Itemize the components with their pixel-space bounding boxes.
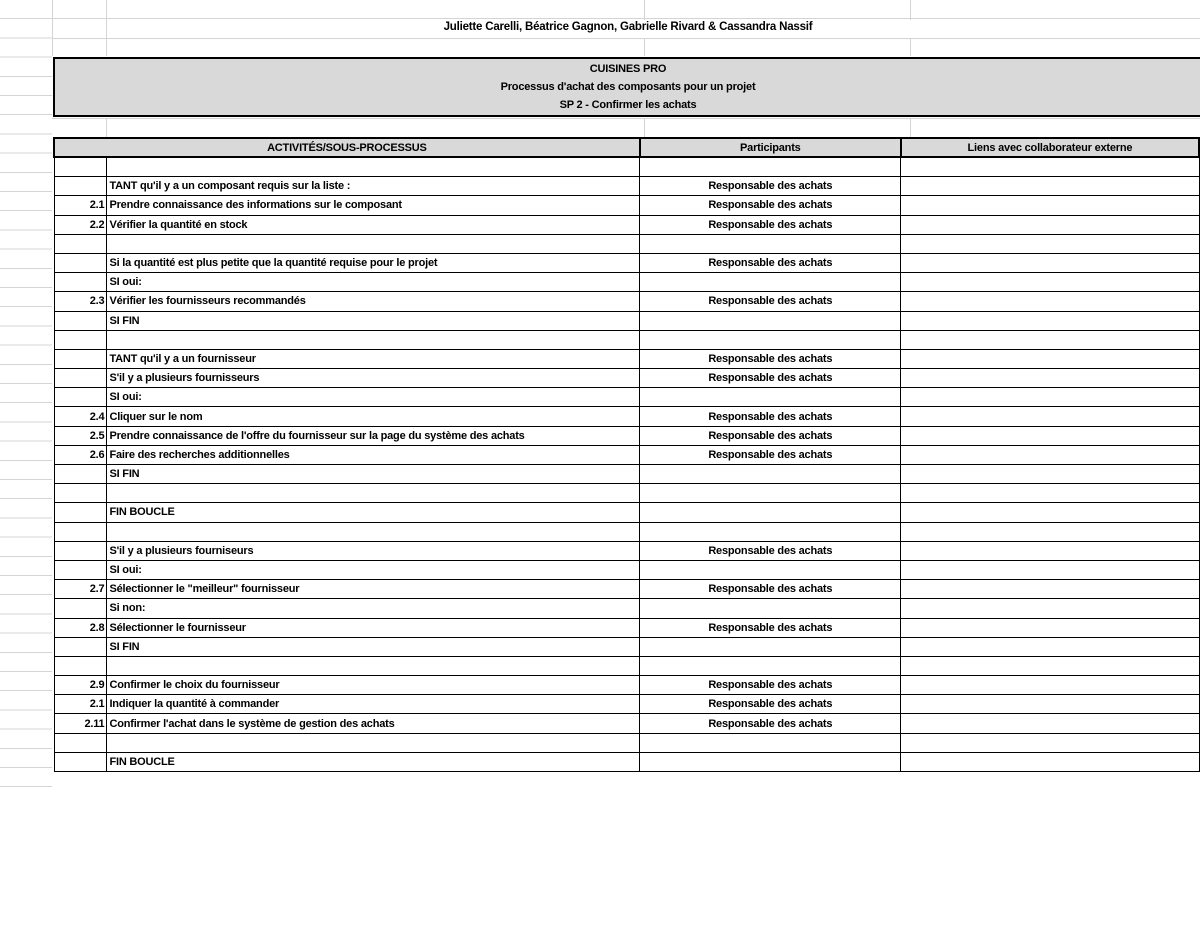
activity-cell[interactable]	[107, 656, 640, 675]
activity-cell[interactable]: SI FIN	[107, 465, 640, 484]
external-link-cell[interactable]	[901, 637, 1199, 656]
activity-cell[interactable]: Indiquer la quantité à commander	[107, 695, 640, 714]
step-number-cell[interactable]: 2.1	[54, 695, 107, 714]
participant-cell[interactable]: Responsable des achats	[640, 580, 901, 599]
external-link-cell[interactable]	[901, 234, 1199, 253]
external-link-cell[interactable]	[901, 484, 1199, 503]
participant-cell[interactable]	[640, 484, 901, 503]
table-row	[54, 157, 1199, 177]
participant-cell[interactable]: Responsable des achats	[640, 714, 901, 733]
activity-cell[interactable]: SI oui:	[107, 388, 640, 407]
activity-cell[interactable]: SI FIN	[107, 311, 640, 330]
table-row	[54, 330, 1199, 349]
table-row	[54, 349, 1199, 368]
step-number-cell[interactable]	[54, 157, 107, 177]
activity-cell[interactable]: Sélectionner le "meilleur" fournisseur	[107, 580, 640, 599]
step-number-cell[interactable]: 2.9	[54, 676, 107, 695]
external-link-cell[interactable]	[901, 349, 1199, 368]
external-link-cell[interactable]	[901, 253, 1199, 272]
table-row	[54, 637, 1199, 656]
participant-cell[interactable]	[640, 599, 901, 618]
external-link-cell[interactable]	[901, 445, 1199, 464]
external-link-cell[interactable]	[901, 311, 1199, 330]
table-row	[54, 311, 1199, 330]
table-row	[54, 752, 1199, 771]
step-number-cell[interactable]	[54, 388, 107, 407]
table-row	[54, 407, 1199, 426]
activity-cell[interactable]	[107, 733, 640, 752]
external-link-cell[interactable]	[901, 292, 1199, 311]
external-link-cell[interactable]	[901, 503, 1199, 522]
participant-cell[interactable]	[640, 522, 901, 541]
participant-cell[interactable]	[640, 311, 901, 330]
step-number-cell[interactable]: 2.1	[54, 196, 107, 215]
step-number-cell[interactable]	[54, 311, 107, 330]
activity-cell[interactable]: Confirmer le choix du fournisseur	[107, 676, 640, 695]
participant-cell[interactable]: Responsable des achats	[640, 349, 901, 368]
table-row	[54, 426, 1199, 445]
table-row	[54, 388, 1199, 407]
activity-cell[interactable]: SI FIN	[107, 637, 640, 656]
external-link-cell[interactable]	[901, 273, 1199, 292]
process-table	[53, 137, 1200, 772]
participant-cell[interactable]: Responsable des achats	[640, 426, 901, 445]
activity-cell[interactable]: Cliquer sur le nom	[107, 407, 640, 426]
table-row	[54, 695, 1199, 714]
table-row	[54, 292, 1199, 311]
table-row	[54, 177, 1199, 196]
activity-cell[interactable]	[107, 484, 640, 503]
external-link-cell[interactable]	[901, 656, 1199, 675]
participant-cell[interactable]: Responsable des achats	[640, 695, 901, 714]
external-link-cell[interactable]	[901, 426, 1199, 445]
participant-cell[interactable]	[640, 503, 901, 522]
external-link-cell[interactable]	[901, 733, 1199, 752]
external-link-cell[interactable]	[901, 157, 1199, 177]
table-row	[54, 580, 1199, 599]
activity-cell[interactable]: Prendre connaissance de l'offre du fournisseur sur la page du système des achats	[107, 426, 640, 445]
subprocess-title: SP 2 - Confirmer les achats	[559, 99, 697, 111]
activity-cell[interactable]: SI oui:	[107, 560, 640, 579]
table-row	[54, 541, 1199, 560]
external-link-cell[interactable]	[901, 618, 1199, 637]
activity-cell[interactable]: Confirmer l'achat dans le système de gestion des achats	[107, 714, 640, 733]
external-link-cell[interactable]	[901, 330, 1199, 349]
table-row	[54, 465, 1199, 484]
participant-cell[interactable]: Responsable des achats	[640, 676, 901, 695]
step-number-cell[interactable]	[54, 522, 107, 541]
activity-cell[interactable]: Si la quantité est plus petite que la quantité requise pour le projet	[107, 253, 640, 272]
external-link-cell[interactable]	[901, 714, 1199, 733]
activity-cell[interactable]: Vérifier les fournisseurs recommandés	[107, 292, 640, 311]
activity-cell[interactable]: FIN BOUCLE	[107, 752, 640, 771]
external-link-cell[interactable]	[901, 369, 1199, 388]
step-number-cell[interactable]	[54, 752, 107, 771]
activity-cell[interactable]: S'il y a plusieurs fourniseurs	[107, 541, 640, 560]
participant-cell[interactable]: Responsable des achats	[640, 215, 901, 234]
activity-cell[interactable]: Vérifier la quantité en stock	[107, 215, 640, 234]
step-number-cell[interactable]: 2.5	[54, 426, 107, 445]
external-link-cell[interactable]	[901, 465, 1199, 484]
activity-cell[interactable]: TANT qu'il y a un fournisseur	[107, 349, 640, 368]
step-number-cell[interactable]	[54, 369, 107, 388]
table-row	[54, 253, 1199, 272]
activity-cell[interactable]	[107, 234, 640, 253]
step-number-cell[interactable]	[54, 637, 107, 656]
participant-cell[interactable]	[640, 465, 901, 484]
activity-cell[interactable]	[107, 157, 640, 177]
step-number-cell[interactable]: 2.3	[54, 292, 107, 311]
table-row	[54, 196, 1199, 215]
external-link-cell[interactable]	[901, 196, 1199, 215]
external-link-cell[interactable]	[901, 522, 1199, 541]
table-row	[54, 522, 1199, 541]
step-number-cell[interactable]	[54, 503, 107, 522]
table-row	[54, 560, 1199, 579]
external-link-cell[interactable]	[901, 695, 1199, 714]
step-number-cell[interactable]: 2.6	[54, 445, 107, 464]
table-row	[54, 234, 1199, 253]
step-number-cell[interactable]	[54, 253, 107, 272]
row-gridlines	[0, 0, 52, 790]
activity-cell[interactable]	[107, 330, 640, 349]
participant-cell[interactable]	[640, 388, 901, 407]
participant-cell[interactable]: Responsable des achats	[640, 369, 901, 388]
column-header-activities: ACTIVITÉS/SOUS-PROCESSUS	[54, 138, 640, 157]
external-link-cell[interactable]	[901, 752, 1199, 771]
participant-cell[interactable]	[640, 752, 901, 771]
participant-cell[interactable]	[640, 273, 901, 292]
step-number-cell[interactable]	[54, 349, 107, 368]
external-link-cell[interactable]	[901, 177, 1199, 196]
step-number-cell[interactable]	[54, 733, 107, 752]
participant-cell[interactable]	[640, 637, 901, 656]
participant-cell[interactable]	[640, 656, 901, 675]
external-link-cell[interactable]	[901, 560, 1199, 579]
activity-cell[interactable]: Sélectionner le fournisseur	[107, 618, 640, 637]
step-number-cell[interactable]	[54, 177, 107, 196]
external-link-cell[interactable]	[901, 676, 1199, 695]
participant-cell[interactable]: Responsable des achats	[640, 445, 901, 464]
participant-cell[interactable]: Responsable des achats	[640, 618, 901, 637]
table-row	[54, 369, 1199, 388]
table-row	[54, 733, 1199, 752]
activity-cell[interactable]: Faire des recherches additionnelles	[107, 445, 640, 464]
step-number-cell[interactable]	[54, 330, 107, 349]
participant-cell[interactable]	[640, 234, 901, 253]
activity-cell[interactable]: TANT qu'il y a un composant requis sur la liste :	[107, 177, 640, 196]
table-row	[54, 618, 1199, 637]
step-number-cell[interactable]	[54, 656, 107, 675]
step-number-cell[interactable]	[54, 599, 107, 618]
step-number-cell[interactable]: 2.8	[54, 618, 107, 637]
table-row	[54, 676, 1199, 695]
column-header-participants: Participants	[640, 138, 901, 157]
activity-cell[interactable]: S'il y a plusieurs fournisseurs	[107, 369, 640, 388]
step-number-cell[interactable]	[54, 541, 107, 560]
external-link-cell[interactable]	[901, 215, 1199, 234]
external-link-cell[interactable]	[901, 541, 1199, 560]
table-header-row	[54, 138, 1199, 157]
activity-cell[interactable]: SI oui:	[107, 273, 640, 292]
step-number-cell[interactable]	[54, 465, 107, 484]
authors-line: Juliette Carelli, Béatrice Gagnon, Gabrielle Rivard & Cassandra Nassif	[443, 21, 813, 33]
step-number-cell[interactable]	[54, 234, 107, 253]
participant-cell[interactable]: Responsable des achats	[640, 407, 901, 426]
process-title: Processus d'achat des composants pour un projet	[500, 81, 756, 93]
participant-cell[interactable]	[640, 560, 901, 579]
participant-cell[interactable]	[640, 330, 901, 349]
step-number-cell[interactable]	[54, 273, 107, 292]
table-row	[54, 656, 1199, 675]
participant-cell[interactable]: Responsable des achats	[640, 177, 901, 196]
company-title: CUISINES PRO	[589, 63, 667, 75]
step-number-cell[interactable]	[54, 560, 107, 579]
table-row	[54, 273, 1199, 292]
step-number-cell[interactable]: 2.11	[54, 714, 107, 733]
column-header-links: Liens avec collaborateur externe	[901, 138, 1199, 157]
table-row	[54, 484, 1199, 503]
activity-cell[interactable]: FIN BOUCLE	[107, 503, 640, 522]
step-number-cell[interactable]	[54, 484, 107, 503]
external-link-cell[interactable]	[901, 407, 1199, 426]
participant-cell[interactable]	[640, 733, 901, 752]
participant-cell[interactable]: Responsable des achats	[640, 541, 901, 560]
participant-cell[interactable]: Responsable des achats	[640, 292, 901, 311]
activity-cell[interactable]: Prendre connaissance des informations sur le composant	[107, 196, 640, 215]
step-number-cell[interactable]: 2.7	[54, 580, 107, 599]
external-link-cell[interactable]	[901, 599, 1199, 618]
step-number-cell[interactable]: 2.4	[54, 407, 107, 426]
table-body	[54, 157, 1199, 772]
external-link-cell[interactable]	[901, 388, 1199, 407]
table-row	[54, 215, 1199, 234]
participant-cell[interactable]	[640, 157, 901, 177]
external-link-cell[interactable]	[901, 580, 1199, 599]
table-row	[54, 445, 1199, 464]
activity-cell[interactable]: Si non:	[107, 599, 640, 618]
table-row	[54, 714, 1199, 733]
table-row	[54, 503, 1199, 522]
participant-cell[interactable]: Responsable des achats	[640, 196, 901, 215]
activity-cell[interactable]	[107, 522, 640, 541]
table-row	[54, 599, 1199, 618]
step-number-cell[interactable]: 2.2	[54, 215, 107, 234]
participant-cell[interactable]: Responsable des achats	[640, 253, 901, 272]
